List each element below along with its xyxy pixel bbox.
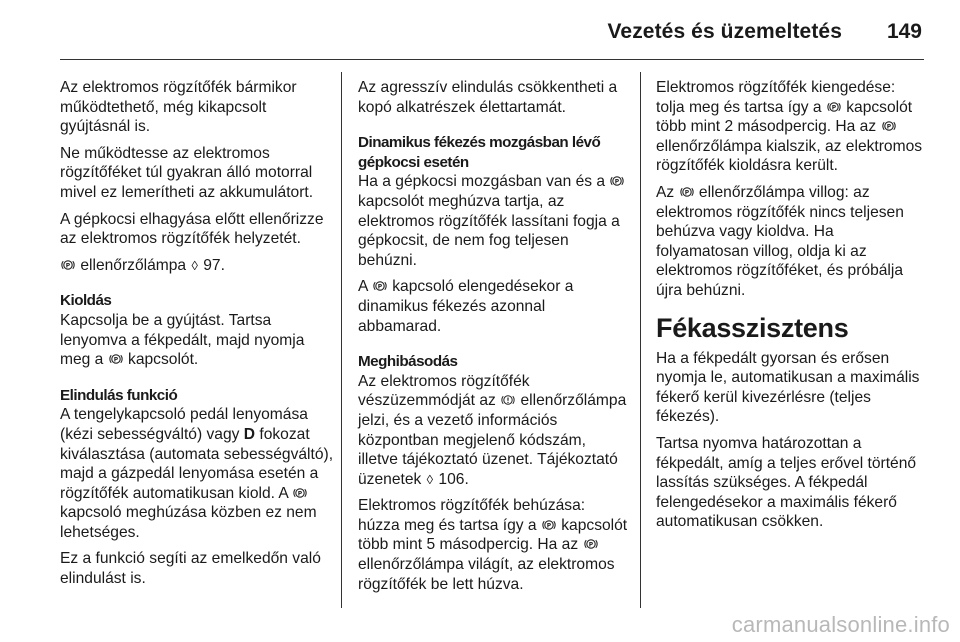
brake-warning-icon (501, 393, 515, 407)
paragraph-text: Elektromos rögzítőfék kiengedése: tolja meg és tartsa így a (656, 79, 896, 116)
column-divider (341, 72, 342, 608)
paragraph-text: ellenőrzőlámpa (80, 256, 187, 274)
parking-brake-icon (680, 185, 694, 199)
page-header (0, 0, 960, 60)
gear-label: D (243, 425, 256, 443)
paragraph-text: kapcsolót. (128, 351, 199, 369)
paragraph-text: fokozat kiválasztása (automata sebességváltó), majd a gázpedál lenyomása esetén a rögzítőfék automatikusan kiold. A (60, 425, 334, 502)
paragraph-text: Ha a gépkocsi mozgásban van és a (358, 173, 606, 191)
parking-brake-icon (882, 119, 896, 133)
column-2 (358, 78, 628, 601)
paragraph-text: ellenőrzőlámpa kialszik, az elektromos rögzítőfék kioldásra került. (656, 137, 923, 175)
svg-text:P: P (831, 103, 837, 111)
paragraph: Az agresszív elindulás csökkentheti a kopó alkatrészek élettartamát. (358, 79, 618, 116)
section-heading: Meghibásodás (358, 353, 458, 371)
page-reference: 106. (438, 470, 469, 488)
section-heading: Elindulás funkció (60, 386, 178, 404)
paragraph-text: kapcsolót több mint 2 másodpercig. Ha az (656, 98, 913, 136)
column-divider (640, 72, 641, 608)
paragraph-text: kapcsoló elengedésekor a dinamikus fékezés azonnal abbamarad. (358, 278, 574, 335)
paragraph-text: kapcsolót több mint 5 másodpercig. Ha az (358, 516, 628, 554)
parking-brake-icon (610, 174, 624, 188)
svg-text:P: P (684, 189, 689, 197)
paragraph (60, 405, 338, 542)
paragraph-text: Kapcsolja be a gyújtást. Tartsa lenyomva a fékpedált, majd nyomja meg a (60, 311, 305, 369)
page-reference: 97. (203, 256, 225, 274)
paragraph: Ha a fékpedált gyorsan és erősen nyomja le, automatikusan a maximális fékerő kerül kivezérlésre (teljes fékezés). (656, 349, 920, 426)
xref-arrow-icon: ◊ (191, 257, 198, 273)
svg-text:P: P (298, 489, 303, 497)
paragraph: Ez a funkció segíti az emelkedőn való elindulást is. (60, 550, 321, 588)
paragraph-text: kapcsoló meghúzása közben ez nem lehetséges. (60, 504, 317, 541)
header-divider (60, 59, 924, 60)
paragraph (656, 183, 926, 301)
page-number: 149 (886, 20, 922, 43)
paragraph-text: ellenőrzőlámpa világít, az elektromos rögzítőfék be lett húzva. (358, 556, 615, 593)
paragraph: A gépkocsi elhagyása előtt ellenőrizze az elektromos rögzítőfék helyzetét. (60, 210, 324, 248)
page-title: Vezetés és üzemeltetés (607, 20, 842, 43)
paragraph (358, 372, 628, 490)
paragraph (358, 496, 628, 594)
svg-text:P: P (113, 356, 118, 364)
svg-text:P: P (377, 283, 383, 291)
paragraph (656, 78, 926, 176)
watermark: carmanualsonline.info (731, 612, 950, 637)
column-3 (656, 78, 926, 539)
paragraph-text: A (358, 278, 368, 296)
parking-brake-icon (584, 537, 598, 551)
section-heading: Dinamikus fékezés mozgásban lévő gépkocsi esetén (358, 134, 601, 171)
paragraph: Az elektromos rögzítőfék bármikor működtethető, még kikapcsolt gyújtásnál is. (60, 79, 297, 136)
svg-text:P: P (546, 522, 552, 530)
paragraph-text: A tengelykapcsoló pedál lenyomása (kézi sebességváltó) vagy (60, 406, 308, 443)
parking-brake-icon (373, 279, 387, 293)
paragraph (60, 311, 338, 370)
paragraph-text: Az elektromos rögzítőfék vészüzemmódját az (358, 372, 530, 410)
paragraph (358, 277, 628, 336)
svg-text:P: P (615, 178, 620, 186)
parking-brake-icon (61, 258, 75, 272)
svg-text:P: P (886, 123, 891, 131)
paragraph: Ne működtesse az elektromos rögzítőféket túl gyakran álló motorral mivel ez lemerítheti az akkumulátort. (60, 144, 314, 201)
paragraph-text: kapcsolót meghúzva tartja, az elektromos rögzítőfék lassítani fogja a gépkocsit, de nem fog teljesen behúzni. (358, 192, 620, 269)
parking-brake-icon (827, 100, 841, 114)
paragraph (358, 172, 628, 270)
paragraph-text: ellenőrzőlámpa jelzi, és a vezető információs központban megjelenő kódszám, illetve tájékoztató üzenet. Tájékoztató üzenetek (358, 392, 627, 488)
parking-brake-icon (109, 352, 123, 366)
parking-brake-icon (293, 486, 307, 500)
paragraph: Tartsa nyomva határozottan a fékpedált, amíg a teljes erővel történő lassítás szükséges. A fékpedál felengedésekor a maximális fékerő automatikusan csökken. (656, 434, 917, 531)
xref-arrow-icon: ◊ (426, 471, 434, 487)
svg-text:P: P (588, 541, 593, 549)
paragraph-text: ellenőrzőlámpa villog: az elektromos rögzítőfék nincs teljesen behúzva vagy kioldva. Ha folyamatosan villog, oldja ki az elektromos rögzítőféket, és próbálja újra behúzni. (656, 183, 904, 299)
column-1 (60, 78, 338, 596)
paragraph (60, 256, 338, 276)
svg-text:P: P (65, 262, 71, 270)
parking-brake-icon (542, 518, 556, 532)
paragraph-text: Elektromos rögzítőfék behúzása: húzza meg és tartsa így a (358, 497, 586, 534)
paragraph-text: Az (656, 183, 675, 201)
section-title: Fékasszisztens (656, 312, 849, 343)
section-heading: Kioldás (60, 292, 112, 310)
